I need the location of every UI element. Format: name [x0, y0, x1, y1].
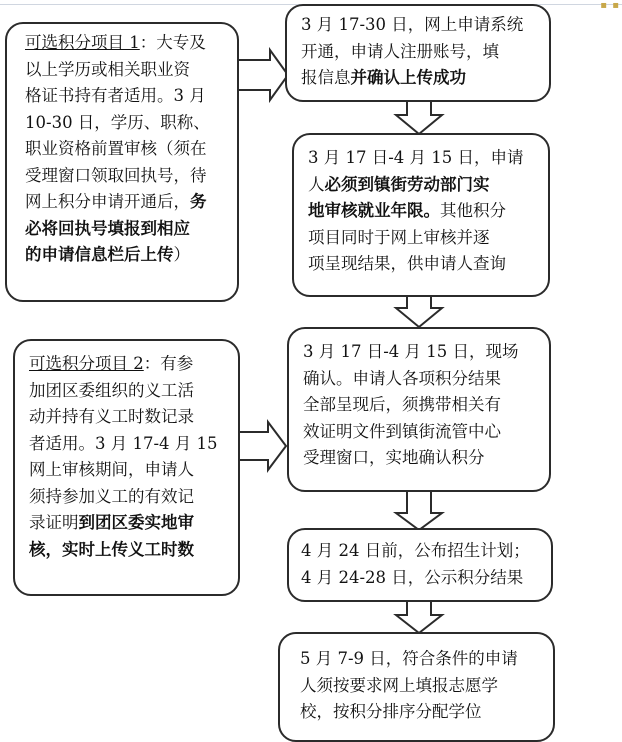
text-segment: 人须按要求网上填报志愿学: [300, 675, 498, 695]
text-segment: ）: [173, 245, 190, 264]
text-line: [303, 419, 541, 446]
down-arrow-4: [396, 601, 442, 633]
left-box-optional-item-1: [5, 22, 239, 302]
text-line: [25, 110, 227, 137]
text-segment: 确认。申请人各项积分结果: [303, 368, 501, 388]
text-segment: 须持参加义工的有效记: [29, 486, 194, 506]
down-arrow-1: [396, 100, 442, 134]
text-segment: 10-30 日，学历、职称、: [25, 112, 210, 132]
text-segment: 并确认上传成功: [350, 68, 466, 87]
text-line: [301, 538, 545, 565]
text-segment: ：大专及: [139, 33, 206, 52]
text-segment: 其他积分: [440, 201, 506, 220]
text-segment: 5 月 7-9 日，符合条件的申请: [300, 649, 518, 668]
text-line: [25, 30, 227, 57]
text-segment: 必将回执号填报到相应: [25, 218, 190, 238]
text-segment: 地审核就业年限。: [308, 201, 440, 220]
text-segment: 受理窗口，实地确认积分: [303, 448, 485, 467]
text-segment: 以上学历或相关职业资: [25, 59, 190, 79]
text-segment: 效证明文件到镇街流管中心: [303, 421, 501, 441]
text-line: [29, 510, 232, 537]
text-segment: 加团区委组织的义工活: [29, 380, 194, 400]
text-segment: 3 月 17 日-4 月 15 日，申请: [308, 148, 524, 167]
text-segment: 可选积分项目 1: [25, 33, 140, 52]
text-line: [300, 646, 545, 673]
text-segment: 到团区委实地审: [78, 513, 194, 532]
left-box-optional-item-2: [13, 339, 240, 596]
text-line: [301, 65, 541, 92]
text-line: [29, 351, 232, 378]
text-line: [301, 39, 541, 66]
text-segment: 报信息: [301, 68, 351, 87]
text-line: [300, 699, 545, 726]
text-segment: 人: [308, 174, 325, 194]
step-box-online-registration: [285, 4, 551, 102]
text-segment: ：有参: [143, 354, 194, 373]
text-line: [308, 251, 540, 278]
text-line: [308, 145, 540, 172]
text-line: [25, 83, 227, 110]
text-line: [300, 673, 545, 700]
text-segment: 全部呈现后，须携带相关有: [303, 395, 501, 414]
text-line: [308, 198, 540, 225]
down-arrow-3: [396, 490, 442, 530]
text-line: [25, 57, 227, 84]
text-segment: 录证明: [29, 513, 79, 532]
text-line: [303, 366, 541, 393]
text-line: [303, 445, 541, 472]
text-segment: 职业资格前置审核（须在: [25, 139, 207, 158]
text-segment: 务: [190, 192, 207, 211]
text-line: [308, 225, 540, 252]
text-segment: 格证书持有者适用。3 月: [25, 86, 206, 105]
step-box-onsite-employment-review: [292, 133, 550, 297]
page-corner-marker: ▪ ▪: [600, 0, 620, 11]
text-line: [29, 457, 232, 484]
text-line: [301, 12, 541, 39]
text-segment: 核，实时上传义工时数: [29, 539, 194, 559]
text-line: [25, 189, 227, 216]
text-line: [25, 242, 227, 269]
text-segment: 必须到镇街劳动部门实: [324, 174, 490, 194]
text-segment: 3 月 17 日-4 月 15 日，现场: [303, 342, 519, 361]
down-arrow-2: [396, 294, 442, 327]
step-box-publish-results: [287, 528, 553, 602]
text-line: [29, 404, 232, 431]
text-line: [29, 484, 232, 511]
text-line: [29, 431, 232, 458]
text-segment: 网上积分申请开通后，: [25, 192, 190, 211]
text-line: [303, 392, 541, 419]
text-line: [29, 537, 232, 564]
step-box-onsite-confirmation: [287, 327, 551, 492]
text-line: [301, 565, 545, 592]
text-segment: 动并持有义工时数记录: [29, 407, 194, 426]
text-segment: 项目同时于网上审核并逐: [308, 227, 490, 247]
right-arrow-1: [238, 50, 288, 100]
right-arrow-2: [238, 422, 286, 470]
text-segment: 的申请信息栏后上传: [25, 245, 174, 264]
step-box-school-application: [278, 632, 555, 742]
text-segment: 开通，申请人注册账号，填: [301, 41, 499, 61]
text-line: [303, 339, 541, 366]
text-segment: 4 月 24-28 日，公示积分结果: [301, 567, 524, 587]
text-line: [25, 216, 227, 243]
text-line: [25, 163, 227, 190]
text-line: [25, 136, 227, 163]
text-segment: 受理窗口领取回执号，待: [25, 165, 207, 185]
text-segment: 项呈现结果，供申请人查询: [308, 254, 506, 273]
text-segment: 可选积分项目 2: [29, 354, 144, 373]
text-segment: 者适用。3 月 17-4 月 15: [29, 433, 218, 453]
text-line: [308, 172, 540, 199]
text-segment: 4 月 24 日前，公布招生计划；: [301, 541, 530, 560]
text-line: [29, 378, 232, 405]
text-segment: 校，按积分排序分配学位: [300, 702, 482, 721]
text-segment: 3 月 17-30 日，网上申请系统: [301, 15, 524, 34]
text-segment: 网上审核期间，申请人: [29, 460, 194, 479]
